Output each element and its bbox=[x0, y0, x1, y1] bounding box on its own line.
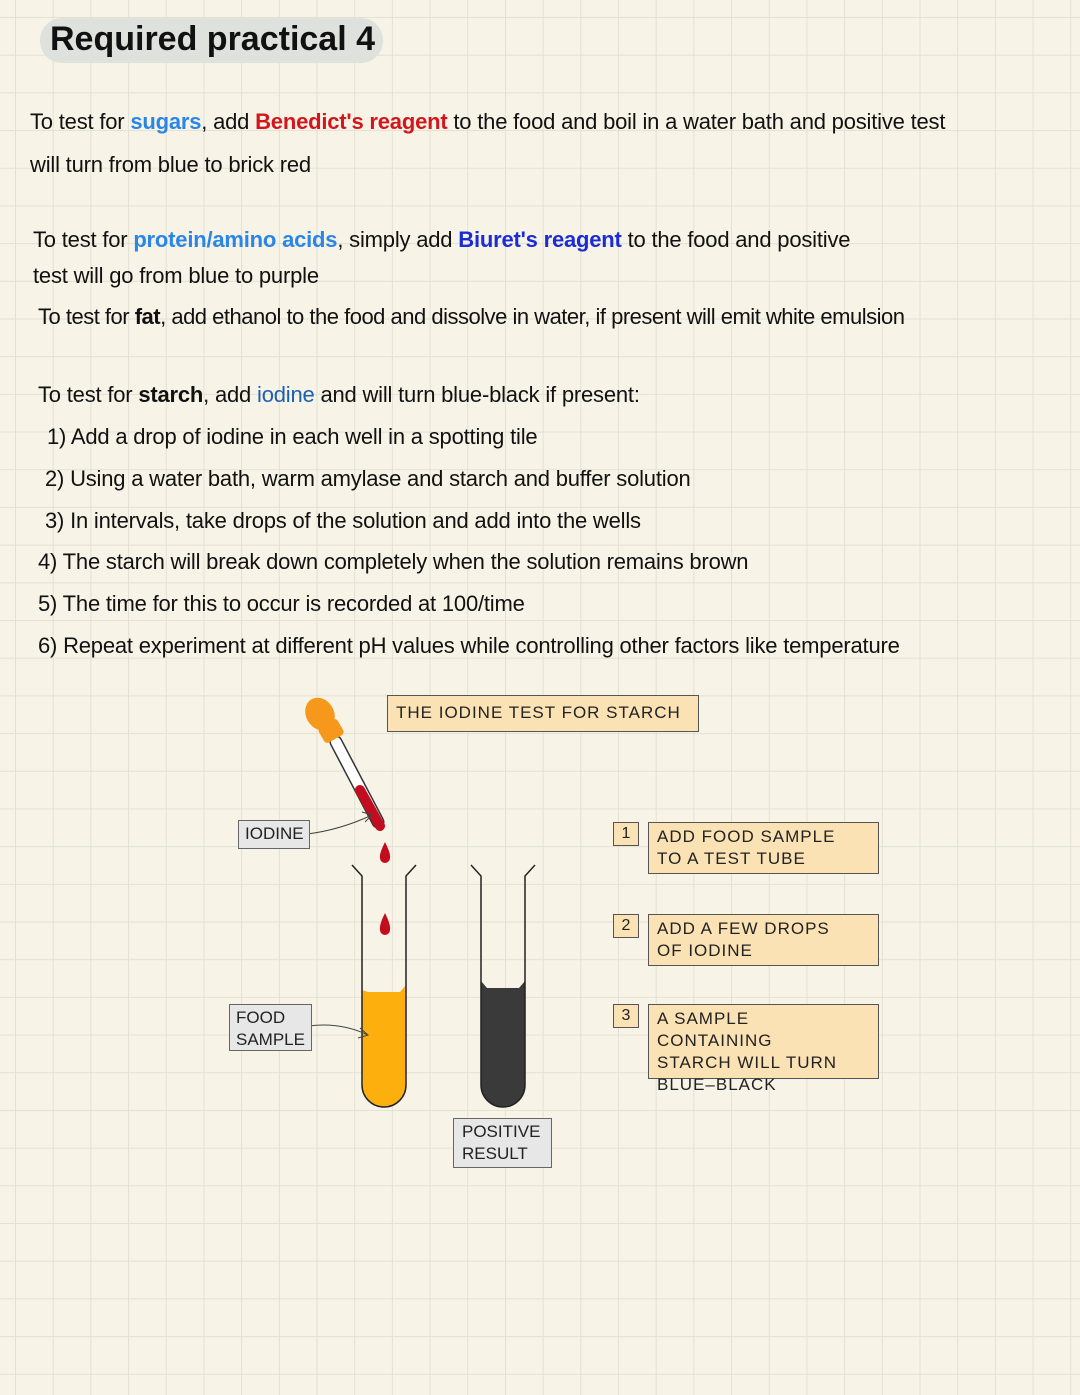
arrow-icon bbox=[307, 812, 372, 834]
keyword-starch: starch bbox=[138, 382, 204, 407]
step-1: 1) Add a drop of iodine in each well in a spotting tile bbox=[47, 424, 538, 449]
positive-result-label bbox=[453, 1118, 552, 1168]
text: , add bbox=[201, 109, 256, 134]
food-sample-label bbox=[229, 1004, 312, 1051]
keyword-benedicts: Benedict's reagent bbox=[255, 109, 448, 134]
text: To test for bbox=[38, 304, 135, 329]
keyword-fat: fat bbox=[134, 304, 161, 329]
text: and will turn blue-black if present: bbox=[314, 382, 640, 407]
text: To test for bbox=[38, 382, 139, 407]
step-box-1 bbox=[648, 822, 879, 874]
text: To test for bbox=[30, 109, 131, 134]
step-5: 5) The time for this to occur is recorded at 100/time bbox=[38, 591, 525, 616]
text: , add ethanol to the food and dissolve in water, if present will emit white emulsion bbox=[160, 304, 905, 329]
iodine-label: IODINE bbox=[238, 820, 310, 849]
protein-line-2: test will go from blue to purple bbox=[33, 263, 319, 288]
text: to the food and boil in a water bath and positive test bbox=[447, 109, 946, 134]
text: SAMPLE bbox=[236, 1030, 305, 1049]
step-box-3 bbox=[648, 1004, 879, 1094]
diagram-title: THE IODINE TEST FOR STARCH bbox=[387, 695, 699, 732]
keyword-iodine: iodine bbox=[257, 382, 315, 407]
sugars-line-2: will turn from blue to brick red bbox=[30, 152, 311, 177]
positive-test-tube bbox=[471, 865, 535, 1107]
step-number-3: 3 bbox=[613, 1004, 639, 1028]
text: POSITIVE bbox=[462, 1122, 541, 1141]
text: FOOD bbox=[236, 1008, 286, 1027]
text: to the food and positive bbox=[621, 227, 851, 252]
text: BLUE–BLACK bbox=[657, 1075, 777, 1094]
dropper-icon bbox=[299, 692, 380, 826]
text: TO A TEST TUBE bbox=[657, 849, 806, 868]
text: , simply add bbox=[337, 227, 459, 252]
step-3: 3) In intervals, take drops of the solution and add into the wells bbox=[45, 508, 641, 533]
text: OF IODINE bbox=[657, 941, 753, 960]
text: STARCH WILL TURN bbox=[657, 1053, 838, 1072]
text: ADD A FEW DROPS bbox=[657, 919, 830, 938]
step-number-1: 1 bbox=[613, 822, 639, 846]
step-box-2 bbox=[648, 914, 879, 966]
text: , add bbox=[203, 382, 257, 407]
step-number-2: 2 bbox=[613, 914, 639, 938]
drop-icon bbox=[380, 842, 390, 863]
text: ADD FOOD SAMPLE bbox=[657, 827, 836, 846]
text: To test for bbox=[33, 227, 134, 252]
text: A SAMPLE CONTAINING bbox=[657, 1009, 773, 1050]
arrow-icon bbox=[309, 1025, 368, 1038]
keyword-protein: protein/amino acids bbox=[133, 227, 338, 252]
keyword-sugars: sugars bbox=[130, 109, 202, 134]
step-2: 2) Using a water bath, warm amylase and starch and buffer solution bbox=[45, 466, 691, 491]
drop-icon bbox=[380, 913, 390, 935]
keyword-biuret: Biuret's reagent bbox=[458, 227, 622, 252]
page-title: Required practical 4 bbox=[40, 18, 383, 63]
text: RESULT bbox=[462, 1144, 528, 1163]
food-test-tube bbox=[352, 865, 416, 1107]
step-6: 6) Repeat experiment at different pH values while controlling other factors like temperature bbox=[38, 633, 900, 658]
step-4: 4) The starch will break down completely when the solution remains brown bbox=[38, 549, 749, 574]
